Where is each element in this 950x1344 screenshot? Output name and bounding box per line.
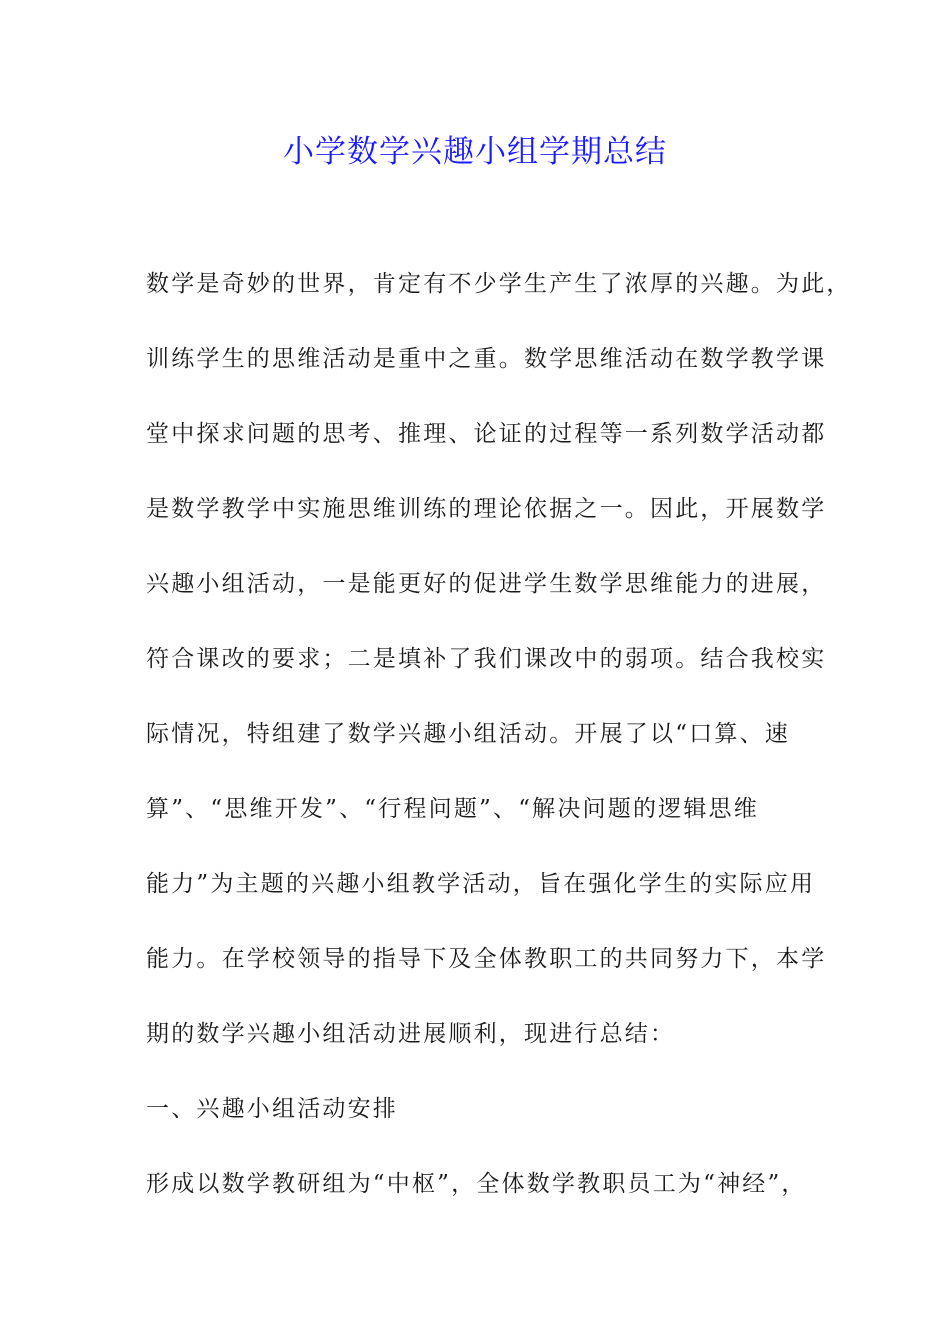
body-line-10: 能力。在学校领导的指导下及全体教职工的共同努力下，本学 — [146, 946, 827, 972]
body-line-11: 期的数学兴趣小组活动进展顺利，现进行总结： — [146, 1021, 676, 1047]
body-line-13: 形成以数学教研组为“中枢”，全体数学教职员工为“神经”， — [146, 1171, 807, 1197]
body-line-6: 符合课改的要求；二是填补了我们课改中的弱项。结合我校实 — [146, 646, 827, 672]
body-line-8: 算”、“思维开发”、“行程问题”、“解决问题的逻辑思维 — [146, 796, 759, 822]
body-line-1: 数学是奇妙的世界，肯定有不少学生产生了浓厚的兴趣。为此， — [146, 271, 852, 297]
body-line-3: 堂中探求问题的思考、推理、论证的过程等一系列数学活动都 — [146, 421, 827, 447]
body-line-2: 训练学生的思维活动是重中之重。数学思维活动在数学教学课 — [146, 346, 827, 372]
section-heading: 一、兴趣小组活动安排 — [146, 1096, 398, 1122]
document-title: 小学数学兴趣小组学期总结 — [283, 134, 667, 170]
body-line-4: 是数学教学中实施思维训练的理论依据之一。因此，开展数学 — [146, 496, 827, 522]
body-line-5: 兴趣小组活动，一是能更好的促进学生数学思维能力的进展， — [146, 571, 827, 597]
body-line-7: 际情况，特组建了数学兴趣小组活动。开展了以“口算、速 — [146, 721, 790, 747]
body-line-9: 能力”为主题的兴趣小组教学活动，旨在强化学生的实际应用 — [146, 871, 816, 897]
